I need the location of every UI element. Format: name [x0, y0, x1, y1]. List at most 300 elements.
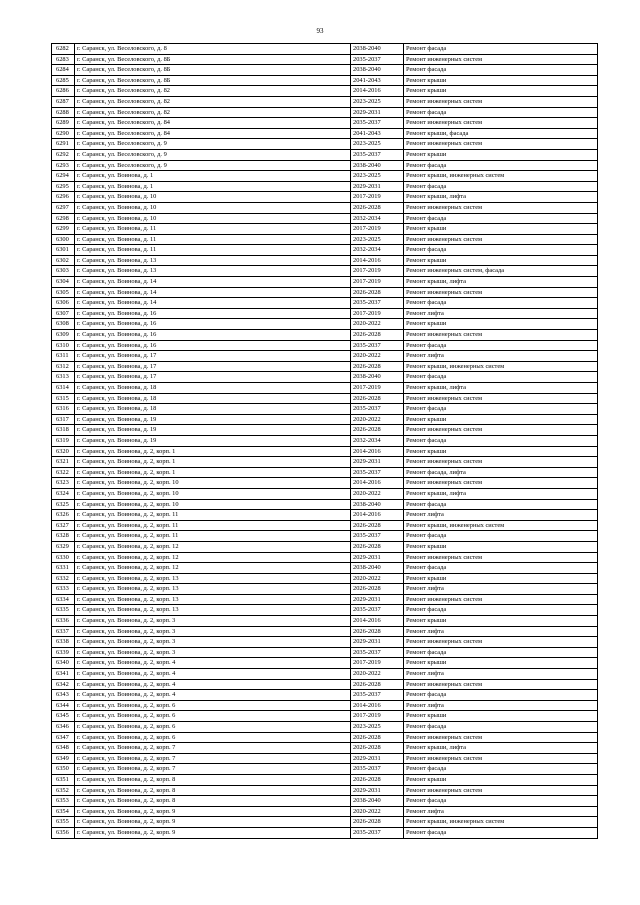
- work-type-cell: Ремонт фасада: [404, 531, 598, 542]
- period-cell: 2038-2040: [351, 65, 404, 76]
- row-number-cell: 6356: [52, 827, 75, 838]
- table-row: [52, 605, 598, 616]
- address-cell: г. Саранск, ул. Воинова, д. 2, корп. 8: [75, 785, 351, 796]
- address-cell: г. Саранск, ул. Воинова, д. 19: [75, 435, 351, 446]
- table-row: [52, 616, 598, 627]
- period-cell: 2038-2040: [351, 796, 404, 807]
- address-cell: г. Саранск, ул. Веселовского, д. 82: [75, 86, 351, 97]
- address-cell: г. Саранск, ул. Воинова, д. 2, корп. 6: [75, 732, 351, 743]
- table-row: [52, 54, 598, 65]
- table-row: [52, 213, 598, 224]
- table-row: [52, 202, 598, 213]
- row-number-cell: 6287: [52, 96, 75, 107]
- address-cell: г. Саранск, ул. Воинова, д. 2, корп. 13: [75, 605, 351, 616]
- work-type-cell: Ремонт крыши, лифта: [404, 488, 598, 499]
- period-cell: 2035-2037: [351, 298, 404, 309]
- table-row: [52, 224, 598, 235]
- period-cell: 2014-2016: [351, 616, 404, 627]
- period-cell: 2035-2037: [351, 605, 404, 616]
- row-number-cell: 6315: [52, 393, 75, 404]
- work-type-cell: Ремонт фасада: [404, 690, 598, 701]
- work-type-cell: Ремонт инженерных систем: [404, 96, 598, 107]
- period-cell: 2035-2037: [351, 118, 404, 129]
- address-cell: г. Саранск, ул. Воинова, д. 11: [75, 245, 351, 256]
- work-type-cell: Ремонт крыши: [404, 616, 598, 627]
- table-row: [52, 340, 598, 351]
- period-cell: 2035-2037: [351, 764, 404, 775]
- work-type-cell: Ремонт крыши, инженерных систем: [404, 520, 598, 531]
- table-row: [52, 414, 598, 425]
- address-cell: г. Саранск, ул. Веселовского, д. 84: [75, 118, 351, 129]
- table-row: [52, 404, 598, 415]
- work-type-cell: Ремонт крыши, инженерных систем: [404, 361, 598, 372]
- work-type-cell: Ремонт крыши: [404, 414, 598, 425]
- period-cell: 2029-2031: [351, 785, 404, 796]
- address-cell: г. Саранск, ул. Веселовского, д. 8: [75, 44, 351, 55]
- address-cell: г. Саранск, ул. Воинова, д. 2, корп. 7: [75, 764, 351, 775]
- work-type-cell: Ремонт крыши: [404, 75, 598, 86]
- table-row: [52, 86, 598, 97]
- table-row: [52, 711, 598, 722]
- address-cell: г. Саранск, ул. Веселовского, д. 82: [75, 96, 351, 107]
- work-type-cell: Ремонт фасада: [404, 181, 598, 192]
- work-type-cell: Ремонт фасада: [404, 435, 598, 446]
- period-cell: 2038-2040: [351, 563, 404, 574]
- row-number-cell: 6288: [52, 107, 75, 118]
- row-number-cell: 6353: [52, 796, 75, 807]
- work-type-cell: Ремонт инженерных систем: [404, 287, 598, 298]
- work-type-cell: Ремонт лифта: [404, 806, 598, 817]
- period-cell: 2026-2028: [351, 202, 404, 213]
- address-cell: г. Саранск, ул. Веселовского, д. 82: [75, 107, 351, 118]
- period-cell: 2020-2022: [351, 319, 404, 330]
- work-type-cell: Ремонт инженерных систем: [404, 785, 598, 796]
- period-cell: 2035-2037: [351, 531, 404, 542]
- address-cell: г. Саранск, ул. Воинова, д. 2, корп. 4: [75, 679, 351, 690]
- period-cell: 2029-2031: [351, 753, 404, 764]
- row-number-cell: 6330: [52, 552, 75, 563]
- address-cell: г. Саранск, ул. Воинова, д. 14: [75, 298, 351, 309]
- row-number-cell: 6348: [52, 743, 75, 754]
- work-type-cell: Ремонт инженерных систем: [404, 637, 598, 648]
- address-cell: г. Саранск, ул. Воинова, д. 2, корп. 4: [75, 658, 351, 669]
- address-cell: г. Саранск, ул. Веселовского, д. 9: [75, 149, 351, 160]
- row-number-cell: 6306: [52, 298, 75, 309]
- table-row: [52, 563, 598, 574]
- work-type-cell: Ремонт фасада: [404, 245, 598, 256]
- work-type-cell: Ремонт инженерных систем: [404, 202, 598, 213]
- address-cell: г. Саранск, ул. Воинова, д. 19: [75, 414, 351, 425]
- period-cell: 2014-2016: [351, 446, 404, 457]
- row-number-cell: 6351: [52, 774, 75, 785]
- work-type-cell: Ремонт инженерных систем: [404, 139, 598, 150]
- table-row: [52, 128, 598, 139]
- work-type-cell: Ремонт инженерных систем: [404, 732, 598, 743]
- table-row: [52, 192, 598, 203]
- table-row: [52, 160, 598, 171]
- table-row: [52, 817, 598, 828]
- address-cell: г. Саранск, ул. Воинова, д. 17: [75, 351, 351, 362]
- row-number-cell: 6304: [52, 277, 75, 288]
- address-cell: г. Саранск, ул. Воинова, д. 2, корп. 8: [75, 796, 351, 807]
- period-cell: 2029-2031: [351, 594, 404, 605]
- period-cell: 2035-2037: [351, 404, 404, 415]
- work-type-cell: Ремонт инженерных систем, фасада: [404, 266, 598, 277]
- table-row: [52, 75, 598, 86]
- address-cell: г. Саранск, ул. Веселовского, д. 84: [75, 128, 351, 139]
- row-number-cell: 6327: [52, 520, 75, 531]
- row-number-cell: 6302: [52, 255, 75, 266]
- period-cell: 2029-2031: [351, 637, 404, 648]
- address-cell: г. Саранск, ул. Воинова, д. 16: [75, 340, 351, 351]
- period-cell: 2026-2028: [351, 393, 404, 404]
- row-number-cell: 6282: [52, 44, 75, 55]
- period-cell: 2023-2025: [351, 722, 404, 733]
- row-number-cell: 6317: [52, 414, 75, 425]
- table-row: [52, 255, 598, 266]
- table-row: [52, 520, 598, 531]
- row-number-cell: 6319: [52, 435, 75, 446]
- period-cell: 2026-2028: [351, 425, 404, 436]
- row-number-cell: 6309: [52, 330, 75, 341]
- row-number-cell: 6346: [52, 722, 75, 733]
- period-cell: 2041-2043: [351, 128, 404, 139]
- work-type-cell: Ремонт фасада: [404, 605, 598, 616]
- address-cell: г. Саранск, ул. Воинова, д. 2, корп. 3: [75, 637, 351, 648]
- address-cell: г. Саранск, ул. Воинова, д. 2, корп. 12: [75, 552, 351, 563]
- row-number-cell: 6285: [52, 75, 75, 86]
- period-cell: 2026-2028: [351, 361, 404, 372]
- period-cell: 2032-2034: [351, 213, 404, 224]
- address-cell: г. Саранск, ул. Воинова, д. 2, корп. 6: [75, 700, 351, 711]
- row-number-cell: 6342: [52, 679, 75, 690]
- address-cell: г. Саранск, ул. Воинова, д. 2, корп. 8: [75, 774, 351, 785]
- row-number-cell: 6345: [52, 711, 75, 722]
- address-cell: г. Саранск, ул. Воинова, д. 2, корп. 10: [75, 499, 351, 510]
- work-type-cell: Ремонт инженерных систем: [404, 594, 598, 605]
- row-number-cell: 6296: [52, 192, 75, 203]
- period-cell: 2026-2028: [351, 679, 404, 690]
- row-number-cell: 6321: [52, 457, 75, 468]
- address-cell: г. Саранск, ул. Веселовского, д. 9: [75, 139, 351, 150]
- work-type-cell: Ремонт фасада: [404, 722, 598, 733]
- address-cell: г. Саранск, ул. Воинова, д. 2, корп. 1: [75, 467, 351, 478]
- row-number-cell: 6284: [52, 65, 75, 76]
- row-number-cell: 6332: [52, 573, 75, 584]
- row-number-cell: 6335: [52, 605, 75, 616]
- period-cell: 2029-2031: [351, 552, 404, 563]
- table-row: [52, 637, 598, 648]
- table-row: [52, 806, 598, 817]
- table-row: [52, 457, 598, 468]
- work-type-cell: Ремонт лифта: [404, 700, 598, 711]
- table-row: [52, 679, 598, 690]
- work-type-cell: Ремонт фасада: [404, 213, 598, 224]
- work-type-cell: Ремонт фасада: [404, 563, 598, 574]
- row-number-cell: 6341: [52, 669, 75, 680]
- address-cell: г. Саранск, ул. Воинова, д. 16: [75, 319, 351, 330]
- work-type-cell: Ремонт лифта: [404, 669, 598, 680]
- address-cell: г. Саранск, ул. Воинова, д. 2, корп. 6: [75, 722, 351, 733]
- table-row: [52, 796, 598, 807]
- period-cell: 2035-2037: [351, 647, 404, 658]
- work-type-cell: Ремонт крыши: [404, 774, 598, 785]
- work-type-cell: Ремонт крыши, инженерных систем: [404, 171, 598, 182]
- row-number-cell: 6313: [52, 372, 75, 383]
- row-number-cell: 6310: [52, 340, 75, 351]
- period-cell: 2020-2022: [351, 351, 404, 362]
- address-cell: г. Саранск, ул. Воинова, д. 2, корп. 3: [75, 616, 351, 627]
- work-type-cell: Ремонт лифта: [404, 626, 598, 637]
- table-row: [52, 774, 598, 785]
- address-cell: г. Саранск, ул. Воинова, д. 2, корп. 1: [75, 446, 351, 457]
- work-type-cell: Ремонт крыши, фасада: [404, 128, 598, 139]
- work-type-cell: Ремонт фасада: [404, 827, 598, 838]
- work-type-cell: Ремонт инженерных систем: [404, 552, 598, 563]
- address-cell: г. Саранск, ул. Воинова, д. 1: [75, 181, 351, 192]
- row-number-cell: 6349: [52, 753, 75, 764]
- address-cell: г. Саранск, ул. Воинова, д. 2, корп. 7: [75, 753, 351, 764]
- work-type-cell: Ремонт крыши, инженерных систем: [404, 817, 598, 828]
- work-type-cell: Ремонт лифта: [404, 351, 598, 362]
- row-number-cell: 6331: [52, 563, 75, 574]
- address-cell: г. Саранск, ул. Воинова, д. 11: [75, 224, 351, 235]
- table-row: [52, 827, 598, 838]
- row-number-cell: 6322: [52, 467, 75, 478]
- period-cell: 2038-2040: [351, 372, 404, 383]
- table-row: [52, 488, 598, 499]
- work-type-cell: Ремонт фасада: [404, 107, 598, 118]
- period-cell: 2026-2028: [351, 330, 404, 341]
- work-type-cell: Ремонт инженерных систем: [404, 478, 598, 489]
- table-row: [52, 785, 598, 796]
- row-number-cell: 6350: [52, 764, 75, 775]
- row-number-cell: 6297: [52, 202, 75, 213]
- work-type-cell: Ремонт фасада: [404, 764, 598, 775]
- row-number-cell: 6318: [52, 425, 75, 436]
- period-cell: 2035-2037: [351, 690, 404, 701]
- table-row: [52, 96, 598, 107]
- period-cell: 2026-2028: [351, 743, 404, 754]
- row-number-cell: 6316: [52, 404, 75, 415]
- work-type-cell: Ремонт крыши: [404, 86, 598, 97]
- table-body: [52, 44, 598, 839]
- address-cell: г. Саранск, ул. Воинова, д. 18: [75, 383, 351, 394]
- period-cell: 2026-2028: [351, 541, 404, 552]
- work-type-cell: Ремонт крыши: [404, 319, 598, 330]
- address-cell: г. Саранск, ул. Воинова, д. 13: [75, 266, 351, 277]
- period-cell: 2026-2028: [351, 817, 404, 828]
- work-type-cell: Ремонт крыши: [404, 224, 598, 235]
- period-cell: 2023-2025: [351, 234, 404, 245]
- period-cell: 2014-2016: [351, 255, 404, 266]
- period-cell: 2032-2034: [351, 435, 404, 446]
- work-type-cell: Ремонт фасада, лифта: [404, 467, 598, 478]
- work-type-cell: Ремонт фасада: [404, 372, 598, 383]
- work-type-cell: Ремонт инженерных систем: [404, 118, 598, 129]
- period-cell: 2014-2016: [351, 86, 404, 97]
- table-row: [52, 351, 598, 362]
- table-row: [52, 435, 598, 446]
- row-number-cell: 6291: [52, 139, 75, 150]
- row-number-cell: 6333: [52, 584, 75, 595]
- period-cell: 2026-2028: [351, 287, 404, 298]
- address-cell: г. Саранск, ул. Воинова, д. 2, корп. 12: [75, 541, 351, 552]
- work-type-cell: Ремонт лифта: [404, 510, 598, 521]
- table-row: [52, 107, 598, 118]
- address-cell: г. Саранск, ул. Воинова, д. 2, корп. 10: [75, 488, 351, 499]
- period-cell: 2014-2016: [351, 510, 404, 521]
- table-row: [52, 287, 598, 298]
- work-type-cell: Ремонт крыши: [404, 573, 598, 584]
- table-row: [52, 467, 598, 478]
- address-cell: г. Саранск, ул. Воинова, д. 14: [75, 287, 351, 298]
- row-number-cell: 6338: [52, 637, 75, 648]
- address-cell: г. Саранск, ул. Воинова, д. 10: [75, 202, 351, 213]
- work-type-cell: Ремонт крыши: [404, 658, 598, 669]
- row-number-cell: 6325: [52, 499, 75, 510]
- address-cell: г. Саранск, ул. Воинова, д. 2, корп. 9: [75, 817, 351, 828]
- table-row: [52, 425, 598, 436]
- table-row: [52, 626, 598, 637]
- row-number-cell: 6299: [52, 224, 75, 235]
- address-cell: г. Саранск, ул. Воинова, д. 2, корп. 9: [75, 806, 351, 817]
- row-number-cell: 6328: [52, 531, 75, 542]
- row-number-cell: 6329: [52, 541, 75, 552]
- address-cell: г. Саранск, ул. Воинова, д. 2, корп. 13: [75, 573, 351, 584]
- row-number-cell: 6312: [52, 361, 75, 372]
- address-cell: г. Саранск, ул. Воинова, д. 16: [75, 330, 351, 341]
- work-type-cell: Ремонт крыши: [404, 541, 598, 552]
- table-row: [52, 383, 598, 394]
- period-cell: 2041-2043: [351, 75, 404, 86]
- period-cell: 2038-2040: [351, 44, 404, 55]
- row-number-cell: 6334: [52, 594, 75, 605]
- work-type-cell: Ремонт фасада: [404, 647, 598, 658]
- row-number-cell: 6292: [52, 149, 75, 160]
- table-row: [52, 308, 598, 319]
- table-row: [52, 277, 598, 288]
- period-cell: 2026-2028: [351, 774, 404, 785]
- table-row: [52, 181, 598, 192]
- row-number-cell: 6339: [52, 647, 75, 658]
- period-cell: 2017-2019: [351, 277, 404, 288]
- period-cell: 2035-2037: [351, 467, 404, 478]
- address-cell: г. Саранск, ул. Воинова, д. 2, корп. 13: [75, 584, 351, 595]
- period-cell: 2023-2025: [351, 96, 404, 107]
- address-cell: г. Саранск, ул. Веселовского, д. 8Б: [75, 54, 351, 65]
- work-type-cell: Ремонт крыши: [404, 711, 598, 722]
- row-number-cell: 6347: [52, 732, 75, 743]
- work-type-cell: Ремонт инженерных систем: [404, 234, 598, 245]
- address-cell: г. Саранск, ул. Воинова, д. 11: [75, 234, 351, 245]
- row-number-cell: 6289: [52, 118, 75, 129]
- row-number-cell: 6286: [52, 86, 75, 97]
- table-row: [52, 743, 598, 754]
- address-cell: г. Саранск, ул. Воинова, д. 2, корп. 4: [75, 669, 351, 680]
- address-cell: г. Саранск, ул. Веселовского, д. 8Б: [75, 65, 351, 76]
- work-type-cell: Ремонт инженерных систем: [404, 679, 598, 690]
- table-row: [52, 510, 598, 521]
- row-number-cell: 6311: [52, 351, 75, 362]
- period-cell: 2023-2025: [351, 171, 404, 182]
- work-type-cell: Ремонт фасада: [404, 499, 598, 510]
- work-type-cell: Ремонт крыши, лифта: [404, 277, 598, 288]
- address-cell: г. Саранск, ул. Воинова, д. 18: [75, 404, 351, 415]
- row-number-cell: 6337: [52, 626, 75, 637]
- table-row: [52, 764, 598, 775]
- period-cell: 2017-2019: [351, 658, 404, 669]
- address-cell: г. Саранск, ул. Воинова, д. 2, корп. 6: [75, 711, 351, 722]
- address-cell: г. Саранск, ул. Воинова, д. 14: [75, 277, 351, 288]
- period-cell: 2032-2034: [351, 245, 404, 256]
- address-cell: г. Саранск, ул. Веселовского, д. 8Б: [75, 75, 351, 86]
- address-cell: г. Саранск, ул. Воинова, д. 10: [75, 213, 351, 224]
- period-cell: 2020-2022: [351, 669, 404, 680]
- work-type-cell: Ремонт фасада: [404, 160, 598, 171]
- row-number-cell: 6294: [52, 171, 75, 182]
- table-row: [52, 690, 598, 701]
- period-cell: 2020-2022: [351, 488, 404, 499]
- work-type-cell: Ремонт крыши, лифта: [404, 743, 598, 754]
- table-row: [52, 499, 598, 510]
- period-cell: 2035-2037: [351, 54, 404, 65]
- address-cell: г. Саранск, ул. Воинова, д. 2, корп. 11: [75, 531, 351, 542]
- table-row: [52, 319, 598, 330]
- row-number-cell: 6352: [52, 785, 75, 796]
- row-number-cell: 6290: [52, 128, 75, 139]
- row-number-cell: 6343: [52, 690, 75, 701]
- address-cell: г. Саранск, ул. Воинова, д. 2, корп. 4: [75, 690, 351, 701]
- work-type-cell: Ремонт лифта: [404, 584, 598, 595]
- table-row: [52, 118, 598, 129]
- row-number-cell: 6300: [52, 234, 75, 245]
- table-row: [52, 594, 598, 605]
- work-type-cell: Ремонт крыши: [404, 255, 598, 266]
- row-number-cell: 6340: [52, 658, 75, 669]
- period-cell: 2017-2019: [351, 266, 404, 277]
- address-cell: г. Саранск, ул. Воинова, д. 10: [75, 192, 351, 203]
- table-row: [52, 753, 598, 764]
- table-row: [52, 372, 598, 383]
- table-row: [52, 44, 598, 55]
- address-cell: г. Саранск, ул. Воинова, д. 17: [75, 372, 351, 383]
- row-number-cell: 6305: [52, 287, 75, 298]
- address-cell: г. Саранск, ул. Воинова, д. 2, корп. 10: [75, 478, 351, 489]
- period-cell: 2038-2040: [351, 160, 404, 171]
- page-number: 93: [316, 27, 324, 35]
- period-cell: 2017-2019: [351, 711, 404, 722]
- table-row: [52, 584, 598, 595]
- period-cell: 2029-2031: [351, 457, 404, 468]
- table-row: [52, 647, 598, 658]
- row-number-cell: 6344: [52, 700, 75, 711]
- table-row: [52, 298, 598, 309]
- address-cell: г. Саранск, ул. Воинова, д. 2, корп. 11: [75, 510, 351, 521]
- row-number-cell: 6295: [52, 181, 75, 192]
- work-type-cell: Ремонт фасада: [404, 340, 598, 351]
- row-number-cell: 6354: [52, 806, 75, 817]
- table-row: [52, 700, 598, 711]
- row-number-cell: 6293: [52, 160, 75, 171]
- table-row: [52, 65, 598, 76]
- row-number-cell: 6323: [52, 478, 75, 489]
- period-cell: 2026-2028: [351, 520, 404, 531]
- work-type-cell: Ремонт инженерных систем: [404, 393, 598, 404]
- table-row: [52, 266, 598, 277]
- address-cell: г. Саранск, ул. Веселовского, д. 9: [75, 160, 351, 171]
- period-cell: 2014-2016: [351, 700, 404, 711]
